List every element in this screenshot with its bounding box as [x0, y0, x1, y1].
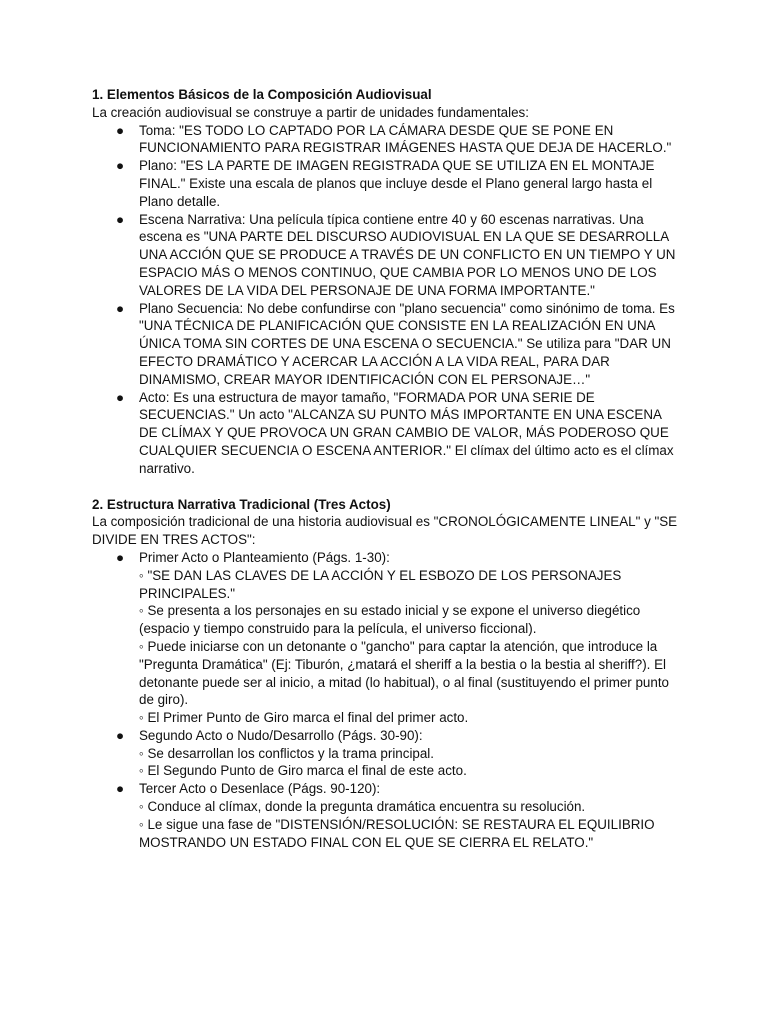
act-point: ◦ El Segundo Punto de Giro marca el final de este acto. [139, 763, 467, 779]
act-point: ◦ "SE DAN LAS CLAVES DE LA ACCIÓN Y EL ESBOZO DE LOS PERSONAJES PRINCIPALES." [139, 567, 622, 601]
list-item-acto [92, 389, 682, 478]
list-item-text: Acto: Es una estructura de mayor tamaño, "FORMADA POR UNA SERIE DE SECUENCIAS." Un acto "ALCANZA SU PUNTO MÁS IMPORTANTE EN UNA ESCENA DE CLÍMAX Y QUE PROVOCA UN GRAN CAMBIO DE VALOR, MÁS PODEROSO QUE CUALQUIER SECUENCIA O ESCENA ANTERIOR." El clímax del último acto es el clímax narrativo. [139, 389, 674, 476]
bullet-icon: ● [116, 549, 125, 565]
list-item-plano [92, 157, 682, 210]
bullet-icon: ● [116, 727, 125, 743]
list-item-primer-acto [92, 549, 682, 727]
section-2-intro: La composición tradicional de una historia audiovisual es "CRONOLÓGICAMENTE LINEAL" y "SE DIVIDE EN TRES ACTOS": [92, 514, 678, 548]
act-point: ◦ Se presenta a los personajes en su estado inicial y se expone el universo diegético (espacio y tiempo construido para la película, el universo ficcional). [139, 603, 641, 637]
section-1-title: 1. Elementos Básicos de la Composición Audiovisual [92, 87, 432, 102]
list-item-toma [92, 122, 682, 158]
act-heading: Segundo Acto o Nudo/Desarrollo (Págs. 30-90): [139, 727, 423, 743]
bullet-icon: ● [116, 122, 125, 138]
list-item-text: Plano Secuencia: No debe confundirse con "plano secuencia" como sinónimo de toma. Es "UNA TÉCNICA DE PLANIFICACIÓN QUE CONSISTE EN LA REALIZACIÓN EN UNA ÚNICA TOMA SIN CORTES DE UNA ESCENA O SECUENCIA." Se utiliza para "DAR UN EFECTO DRAMÁTICO Y ACERCAR LA ACCIÓN A LA VIDA REAL, PARA DAR DINAMISMO, CREAR MAYOR IDENTIFICACIÓN CON EL PERSONAJE…" [139, 300, 675, 387]
list-item-tercer-acto [92, 780, 682, 851]
act-heading: Tercer Acto o Desenlace (Págs. 90-120): [139, 781, 381, 797]
section-spacer [92, 478, 682, 496]
list-item-plano-secuencia [92, 300, 682, 389]
act-point: ◦ El Primer Punto de Giro marca el final del primer acto. [139, 710, 469, 726]
section-1-list [92, 122, 682, 478]
bullet-icon: ● [116, 158, 125, 174]
bullet-icon: ● [116, 300, 125, 316]
act-point: ◦ Conduce al clímax, donde la pregunta dramática encuentra su resolución. [139, 799, 586, 815]
act-point: ◦ Le sigue una fase de "DISTENSIÓN/RESOLUCIÓN: SE RESTAURA EL EQUILIBRIO MOSTRANDO UN ESTADO FINAL CON EL QUE SE CIERRA EL RELATO." [139, 816, 655, 850]
section-2-title: 2. Estructura Narrativa Tradicional (Tres Actos) [92, 496, 391, 512]
act-point: ◦ Puede iniciarse con un detonante o "gancho" para captar la atención, que introduce la "Pregunta Dramática" (Ej: Tiburón, ¿matará el sheriff a la bestia o la bestia al sheriff?). El detonante puede ser al inicio, a mitad (lo habitual), o al final (sustituyendo el primer punto de giro). [139, 638, 669, 708]
list-item-text: Toma: "ES TODO LO CAPTADO POR LA CÁMARA DESDE QUE SE PONE EN FUNCIONAMIENTO PARA REGISTRAR IMÁGENES HASTA QUE DEJA DE HACERLO." [139, 122, 672, 156]
act-point: ◦ Se desarrollan los conflictos y la trama principal. [139, 745, 435, 761]
bullet-icon: ● [116, 781, 125, 797]
document-page [92, 86, 682, 851]
list-item-segundo-acto [92, 727, 682, 780]
bullet-icon: ● [116, 389, 125, 405]
section-1-intro: La creación audiovisual se construye a partir de unidades fundamentales: [92, 104, 529, 120]
list-item-text: Escena Narrativa: Una película típica contiene entre 40 y 60 escenas narrativas. Una escena es "UNA PARTE DEL DISCURSO AUDIOVISUAL EN LA QUE SE DESARROLLA UNA ACCIÓN QUE SE PRODUCE A TRAVÉS DE UN CONFLICTO EN UN TIEMPO Y UN ESPACIO MÁS O MENOS CONTINUO, QUE CAMBIA POR LO MENOS UNO DE LOS VALORES DE LA VIDA DEL PERSONAJE DE UNA FORMA IMPORTANTE." [139, 211, 676, 298]
act-heading: Primer Acto o Planteamiento (Págs. 1-30): [139, 549, 390, 565]
list-item-escena-narrativa [92, 211, 682, 300]
section-2-list [92, 549, 682, 852]
bullet-icon: ● [116, 211, 125, 227]
list-item-text: Plano: "ES LA PARTE DE IMAGEN REGISTRADA QUE SE UTILIZA EN EL MONTAJE FINAL." Existe una escala de planos que incluye desde el Plano general largo hasta el Plano detalle. [139, 158, 655, 209]
